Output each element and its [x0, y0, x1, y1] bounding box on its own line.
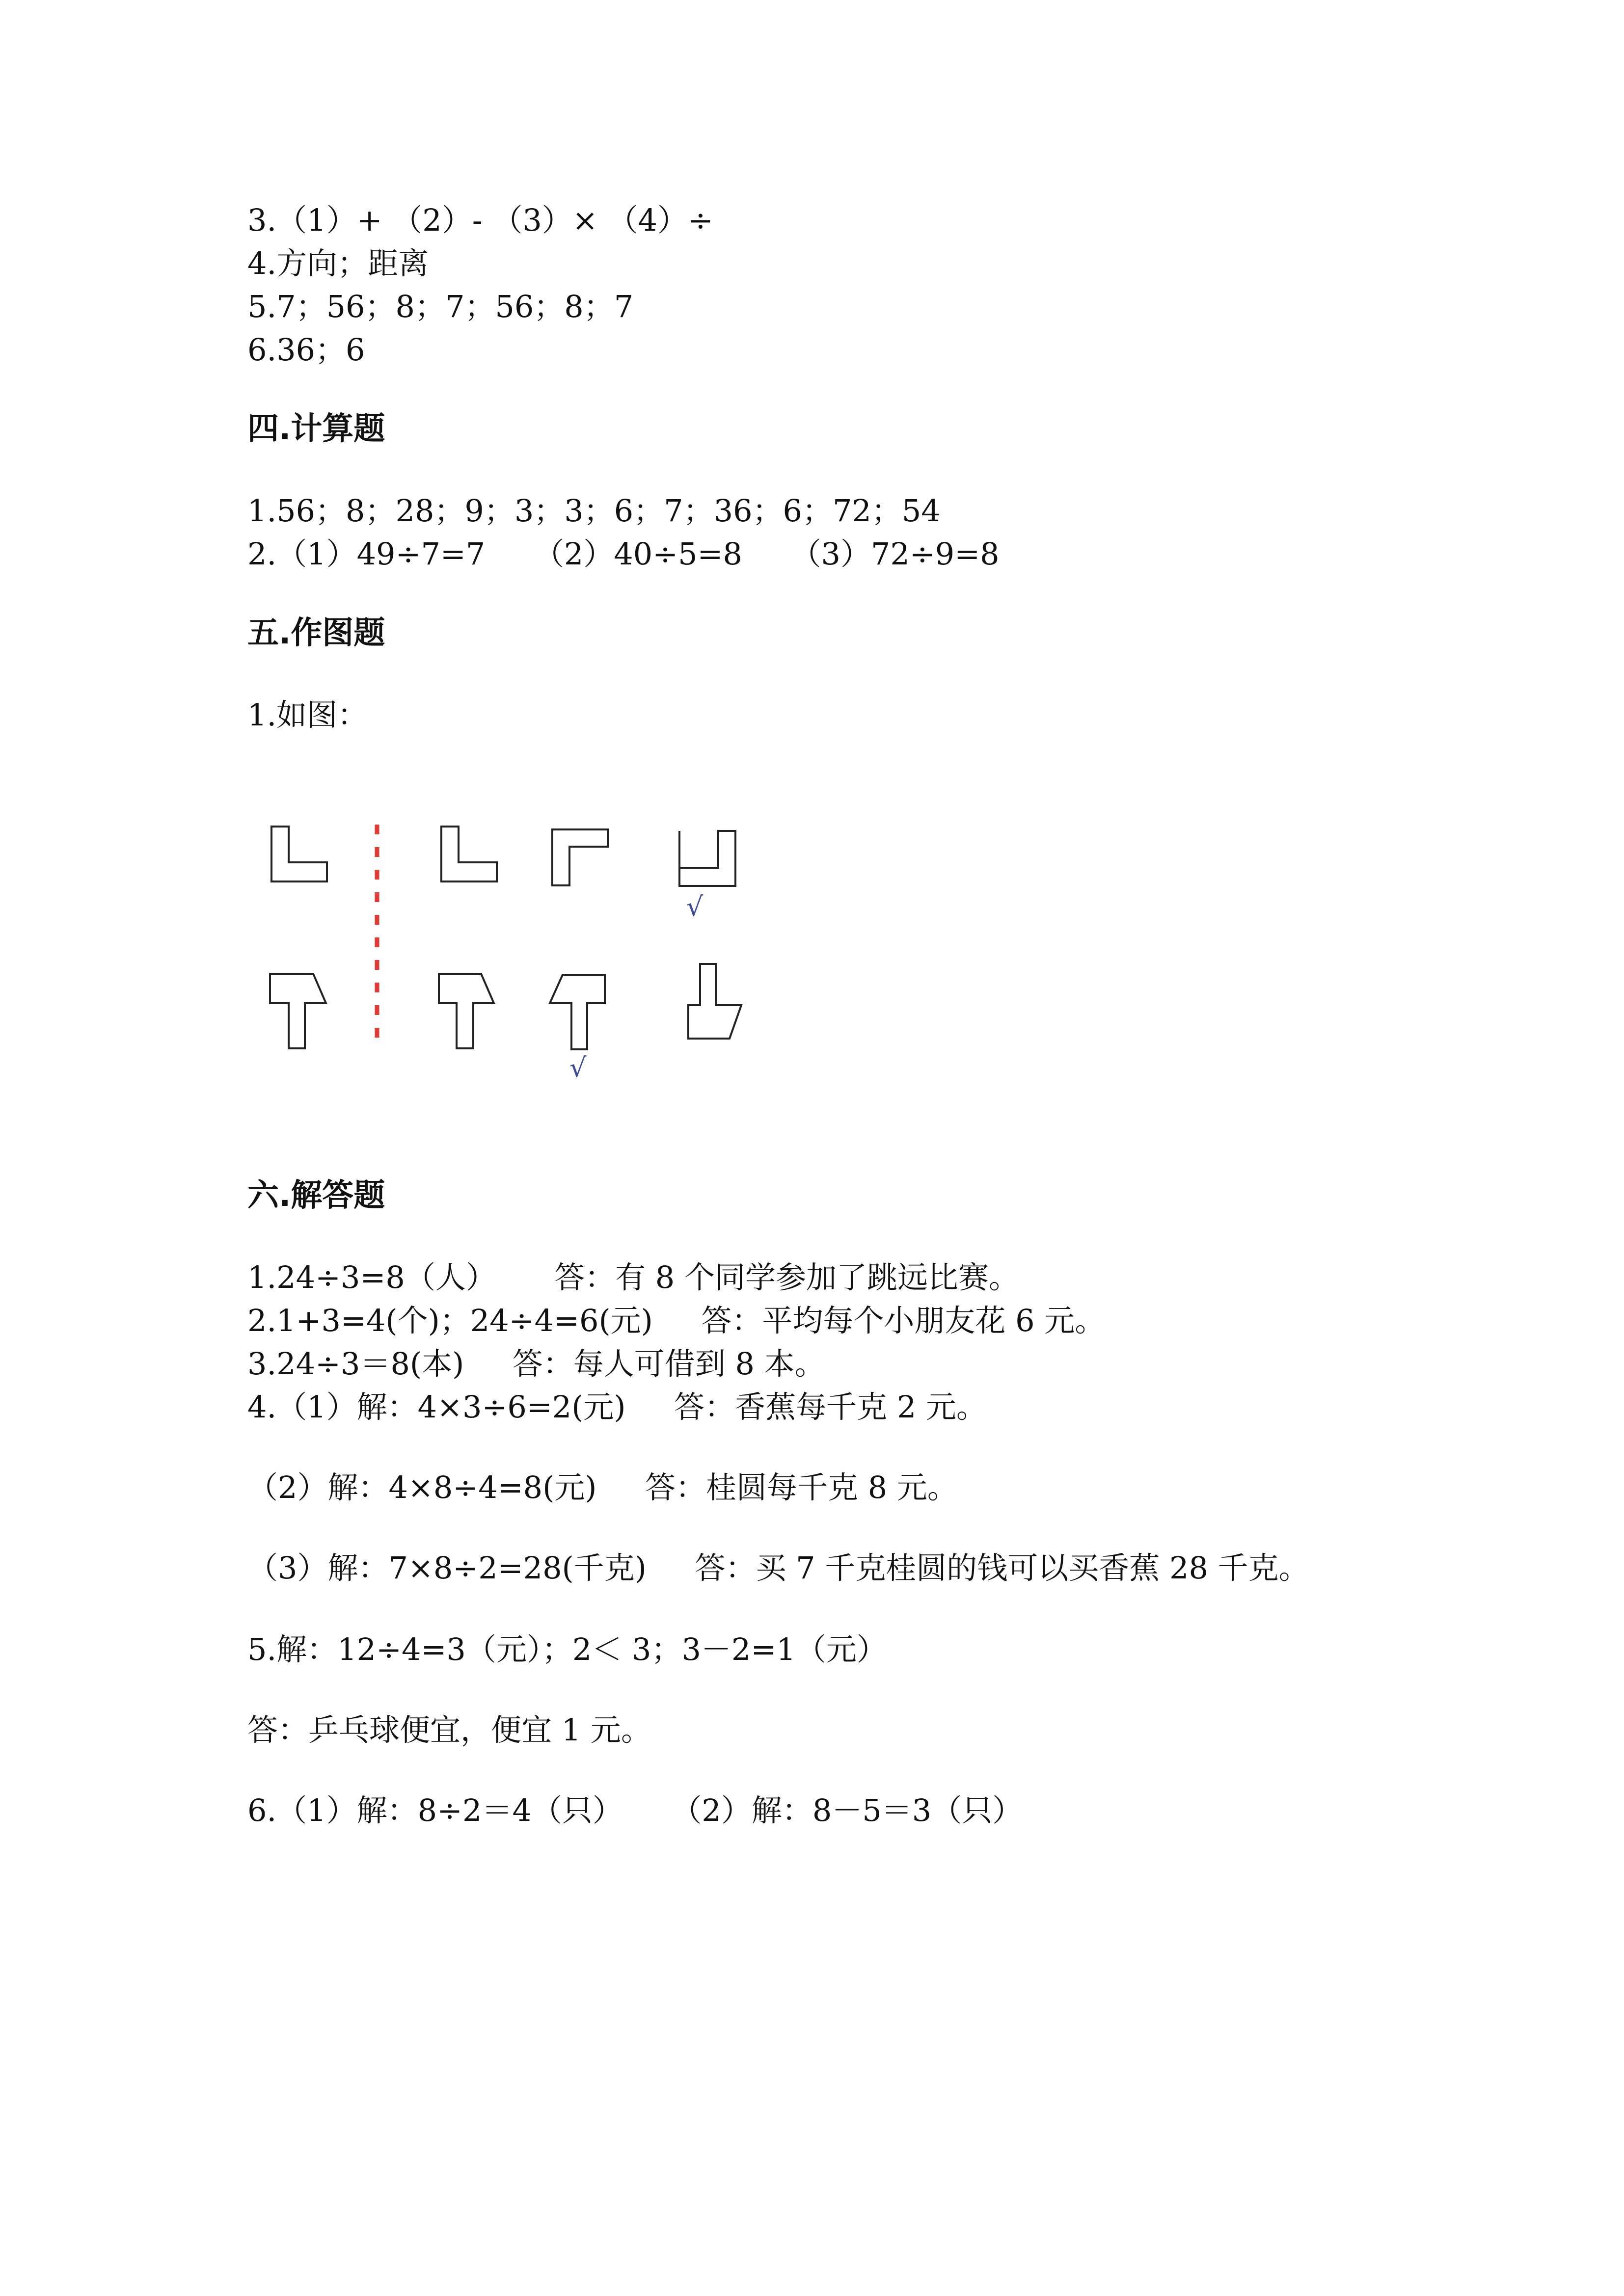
hammer-shape-option-b: [550, 975, 605, 1049]
hammer-shape-option-c: [688, 964, 741, 1039]
answer-6-2: 2.1+3=4(个)；24÷4=6(元) 答：平均每个小朋友花 6 元。: [247, 1303, 1106, 1338]
answer-5-1: 1.如图：: [247, 697, 368, 733]
answer-4-2: 2.（1）49÷7=7 （2）40÷5=8 （3）72÷9=8: [247, 536, 1000, 572]
answer-6-4-1: 4.（1）解：4×3÷6=2(元) 答：香蕉每千克 2 元。: [247, 1389, 987, 1425]
hammer-shape-original: [270, 974, 326, 1048]
answer-6-3: 3.24÷3＝8(本) 答：每人可借到 8 本。: [247, 1346, 825, 1382]
answer-3-4: 4.方向；距离: [247, 245, 429, 281]
answer-6-4-2: （2）解：4×8÷4=8(元) 答：桂圆每千克 8 元。: [247, 1469, 958, 1505]
answer-6-1: 1.24÷3=8（人） 答：有 8 个同学参加了跳远比赛。: [247, 1259, 1019, 1295]
symmetry-figure: [255, 805, 795, 1148]
hammer-shape-option-a: [439, 974, 494, 1048]
answer-6-6: 6.（1）解：8÷2＝4（只） （2）解：8－5＝3（只）: [247, 1792, 1023, 1828]
l-shape-option-a: [441, 827, 497, 881]
answer-6-4-3: （3）解：7×8÷2=28(千克) 答：买 7 千克桂圆的钱可以买香蕉 28 千克。: [247, 1550, 1309, 1586]
check-mark-row2: √: [569, 1052, 587, 1083]
l-shape-option-c: [679, 831, 735, 886]
answer-3-5: 5.7；56；8；7；56；8；7: [247, 289, 634, 324]
check-mark-row1: √: [686, 891, 704, 922]
l-shape-option-b: [552, 829, 608, 885]
answer-3-6: 6.36；6: [247, 332, 365, 368]
section-6-heading: 六.解答题: [247, 1177, 385, 1214]
section-5-heading: 五.作图题: [247, 615, 385, 651]
section-4-heading: 四.计算题: [247, 411, 385, 447]
answer-3-3: 3.（1）+ （2）- （3）× （4）÷: [247, 202, 713, 238]
answer-4-1: 1.56；8；28；9；3；3；6；7；36；6；72；54: [247, 493, 941, 529]
answer-6-5-conclusion: 答：乒乓球便宜，便宜 1 元。: [247, 1712, 651, 1748]
l-shape-original: [271, 827, 327, 881]
answer-6-5: 5.解：12÷4=3（元）；2＜ 3；3－2=1（元）: [247, 1631, 887, 1667]
